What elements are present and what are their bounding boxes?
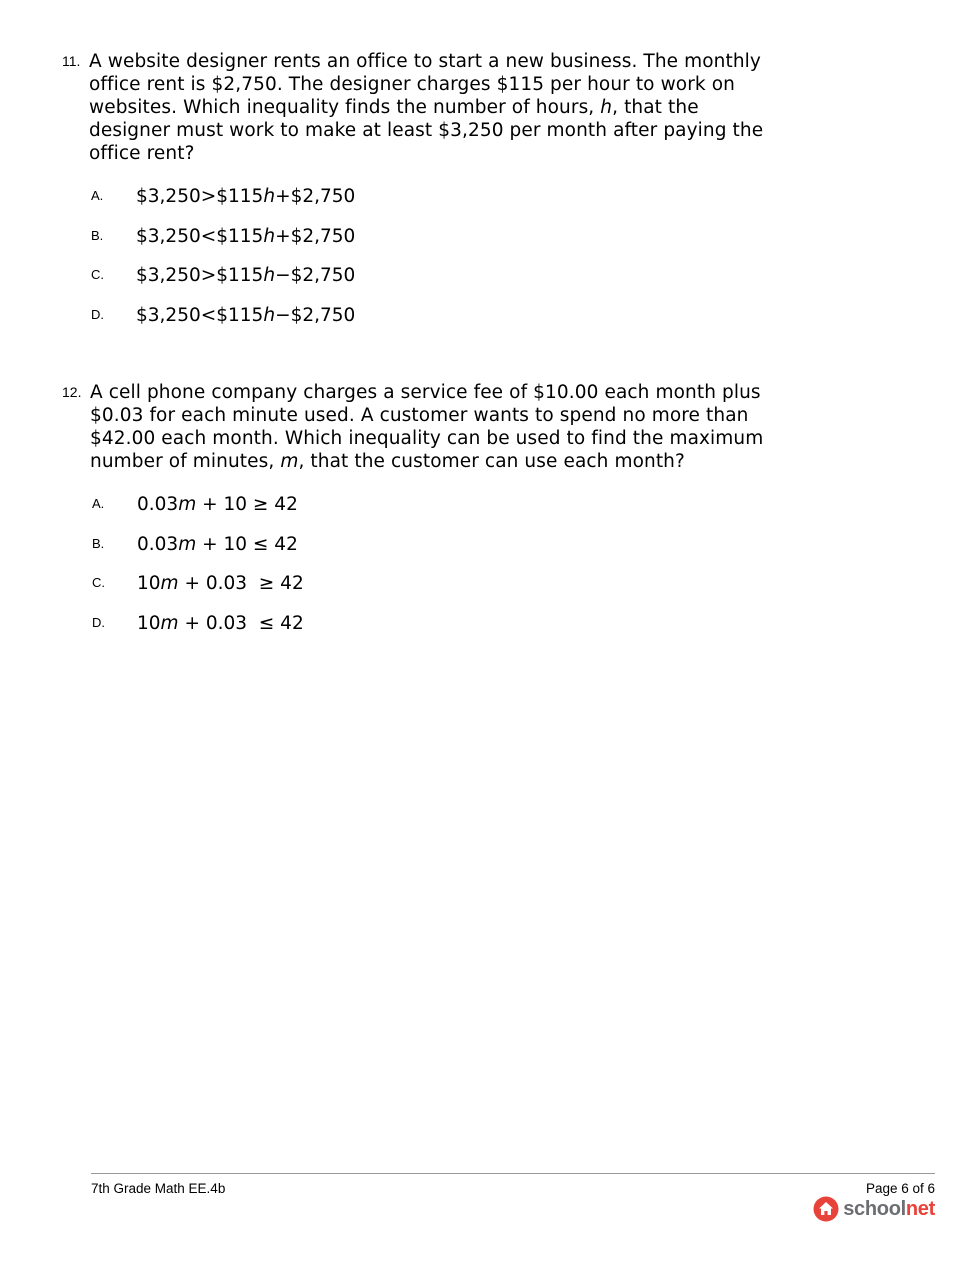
option-letter: B. [91,227,104,243]
option-text: $3,250>$115h+$2,750 [136,186,356,207]
option-letter: C. [91,267,104,282]
variable-m: m [280,451,299,472]
question-11 [62,50,822,344]
option-text: $3,250<$115h−$2,750 [136,304,356,326]
question-12 [62,381,822,652]
option-letter: D. [91,306,104,322]
footer-title: 7th Grade Math EE.4b [91,1181,226,1196]
answer-option-a[interactable] [92,494,822,534]
variable-h: h [600,97,613,118]
option-letter: C. [92,575,105,590]
schoolnet-logo: schoolnet [813,1195,935,1223]
house-icon [813,1196,839,1222]
option-letter: A. [92,496,105,511]
option-text: 0.03m + 10 ≥ 42 [137,494,298,515]
question-number: 11. [62,53,81,69]
question-number: 12. [62,384,82,400]
option-letter: A. [91,188,104,203]
option-text: $3,250>$115h−$2,750 [136,265,356,286]
option-text: 10m + 0.03 ≥ 42 [137,573,304,594]
option-letter: B. [92,535,105,551]
option-text: $3,250<$115h+$2,750 [136,225,356,247]
answer-option-d[interactable] [92,613,822,653]
answer-option-d[interactable] [91,305,822,345]
answer-option-c[interactable] [92,573,822,613]
question-text: A cell phone company charges a service fee of $10.00 each month plus $0.03 for each minute used. A customer wants to spend no more than $42.00 each month. Which inequality can be used to find the maximum number of minutes, m, that the customer can use each month? [90,382,764,472]
answer-option-c[interactable] [91,265,822,305]
question-text: A website designer rents an office to start a new business. The monthly office rent is $2,750. The designer charges $115 per hour to work on websites. Which inequality finds the number of hours, h, that the designer must work to make at least $3,250 per month after paying the office rent? [89,51,764,164]
answer-option-b[interactable] [91,226,822,266]
option-text: 10m + 0.03 ≤ 42 [137,612,304,634]
answer-options [91,186,822,344]
answer-option-b[interactable] [92,534,822,574]
answer-option-a[interactable] [91,186,822,226]
footer-divider [91,1173,935,1174]
page-number: Page 6 of 6 [865,1181,935,1196]
answer-options [92,494,822,652]
option-letter: D. [92,614,105,630]
option-text: 0.03m + 10 ≤ 42 [137,533,298,555]
